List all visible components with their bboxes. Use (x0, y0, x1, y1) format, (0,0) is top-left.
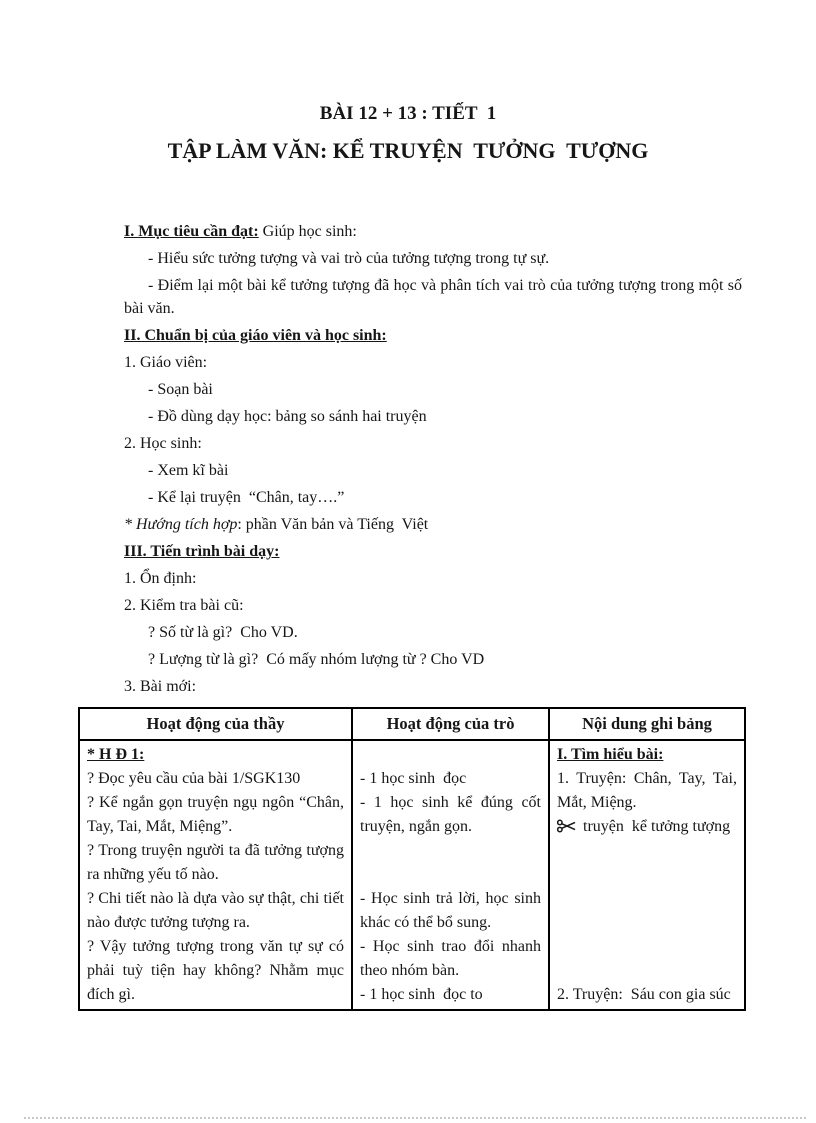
doc-line: 2. Kiểm tra bài cũ: (124, 597, 244, 614)
doc-line: ? Số từ là gì? Cho VD. (148, 624, 298, 641)
doc-line: 1. Giáo viên: (124, 354, 208, 371)
doc-line: - Điểm lại một bài kể tưởng tượng đã học và phân tích vai trò của tưởng tượng trong một số bài văn. (124, 277, 742, 317)
scissors-icon (557, 815, 576, 839)
table-line (360, 839, 541, 863)
table-line: ra những yếu tố nào. (87, 866, 219, 883)
table-line (557, 863, 737, 887)
table-line: ? Đọc yêu cầu của bài 1/SGK130 (87, 770, 301, 787)
lesson-plan-table-wrap (78, 707, 816, 1011)
table-line (557, 839, 737, 863)
column-header-student-activity: Hoạt động của trò (352, 708, 549, 740)
doc-line: 3. Bài mới: (124, 678, 197, 695)
title-block (0, 0, 816, 166)
doc-line: II. Chuẩn bị của giáo viên và học sinh: (124, 327, 387, 344)
table-line (557, 911, 737, 935)
doc-line: III. Tiến trình bài dạy: (124, 543, 280, 560)
lesson-title: BÀI 12 + 13 : TIẾT 1 (319, 103, 497, 124)
table-line: ? Trong truyện người ta đã tưởng tượng (87, 842, 344, 859)
column-header-board-content: Nội dung ghi bảng (549, 708, 745, 740)
table-line: theo nhóm bàn. (360, 962, 460, 979)
table-line: - Học sinh trả lời, học sinh (360, 890, 541, 907)
table-line: khác có thể bổ sung. (360, 914, 492, 931)
lesson-plan-table (78, 707, 746, 1011)
document-body (124, 220, 742, 698)
table-line: ? Chi tiết nào là dựa vào sự thật, chi tiết (87, 890, 344, 907)
table-line: 1. Truyện: Chân, Tay, Tai, (557, 770, 737, 787)
table-line: phải tuỳ tiện hay không? Nhằm mục (87, 962, 344, 979)
table-line: - 1 học sinh đọc (360, 770, 467, 787)
doc-line: I. Mục tiêu cần đạt: Giúp học sinh: (124, 223, 357, 240)
table-line (557, 935, 737, 959)
table-line: truyện kể tưởng tượng (557, 815, 737, 839)
table-line (360, 863, 541, 887)
doc-line: - Xem kĩ bài (148, 462, 229, 479)
table-line: nào được tưởng tượng ra. (87, 914, 250, 931)
table-line: - 1 học sinh kể đúng cốt (360, 794, 541, 811)
doc-line: - Soạn bài (148, 381, 213, 398)
table-line: ? Kể ngắn gọn truyện ngụ ngôn “Chân, (87, 794, 344, 811)
table-line: - Học sinh trao đổi nhanh (360, 938, 541, 955)
table-line: - 1 học sinh đọc to (360, 986, 483, 1003)
table-line: ? Vậy tưởng tượng trong văn tự sự có (87, 938, 344, 955)
table-line: I. Tìm hiểu bài: (557, 746, 664, 763)
cell-teacher-activity (79, 740, 352, 1010)
table-line: * H Đ 1: (87, 746, 145, 763)
lesson-subtitle: TẬP LÀM VĂN: KỂ TRUYỆN TƯỞNG TƯỢNG (167, 138, 649, 163)
doc-line: - Hiểu sức tưởng tượng và vai trò của tưởng tượng trong tự sự. (148, 250, 550, 267)
table-line: Mắt, Miệng. (557, 794, 637, 811)
doc-line: - Đồ dùng dạy học: bảng so sánh hai truyện (148, 408, 427, 425)
cell-student-activity (352, 740, 549, 1010)
table-line: Tay, Tai, Mắt, Miệng”. (87, 818, 233, 835)
table-line: 2. Truyện: Sáu con gia súc (557, 986, 731, 1003)
doc-line: * Hướng tích hợp: phần Văn bản và Tiếng Việt (124, 516, 429, 533)
column-header-teacher-activity: Hoạt động của thầy (79, 708, 352, 740)
table-line: truyện, ngắn gọn. (360, 818, 472, 835)
table-line (360, 743, 541, 767)
doc-line: ? Lượng từ là gì? Có mấy nhóm lượng từ ? Cho VD (148, 651, 485, 668)
table-body-row (79, 740, 745, 1010)
table-line: đích gì. (87, 986, 135, 1003)
doc-line: 2. Học sinh: (124, 435, 202, 452)
page-break-dotted-line (24, 1117, 806, 1119)
cell-board-content (549, 740, 745, 1010)
table-header-row (79, 708, 745, 740)
doc-line: 1. Ổn định: (124, 570, 197, 587)
table-line (557, 959, 737, 983)
table-line (557, 887, 737, 911)
doc-line: - Kể lại truyện “Chân, tay….” (148, 489, 345, 506)
